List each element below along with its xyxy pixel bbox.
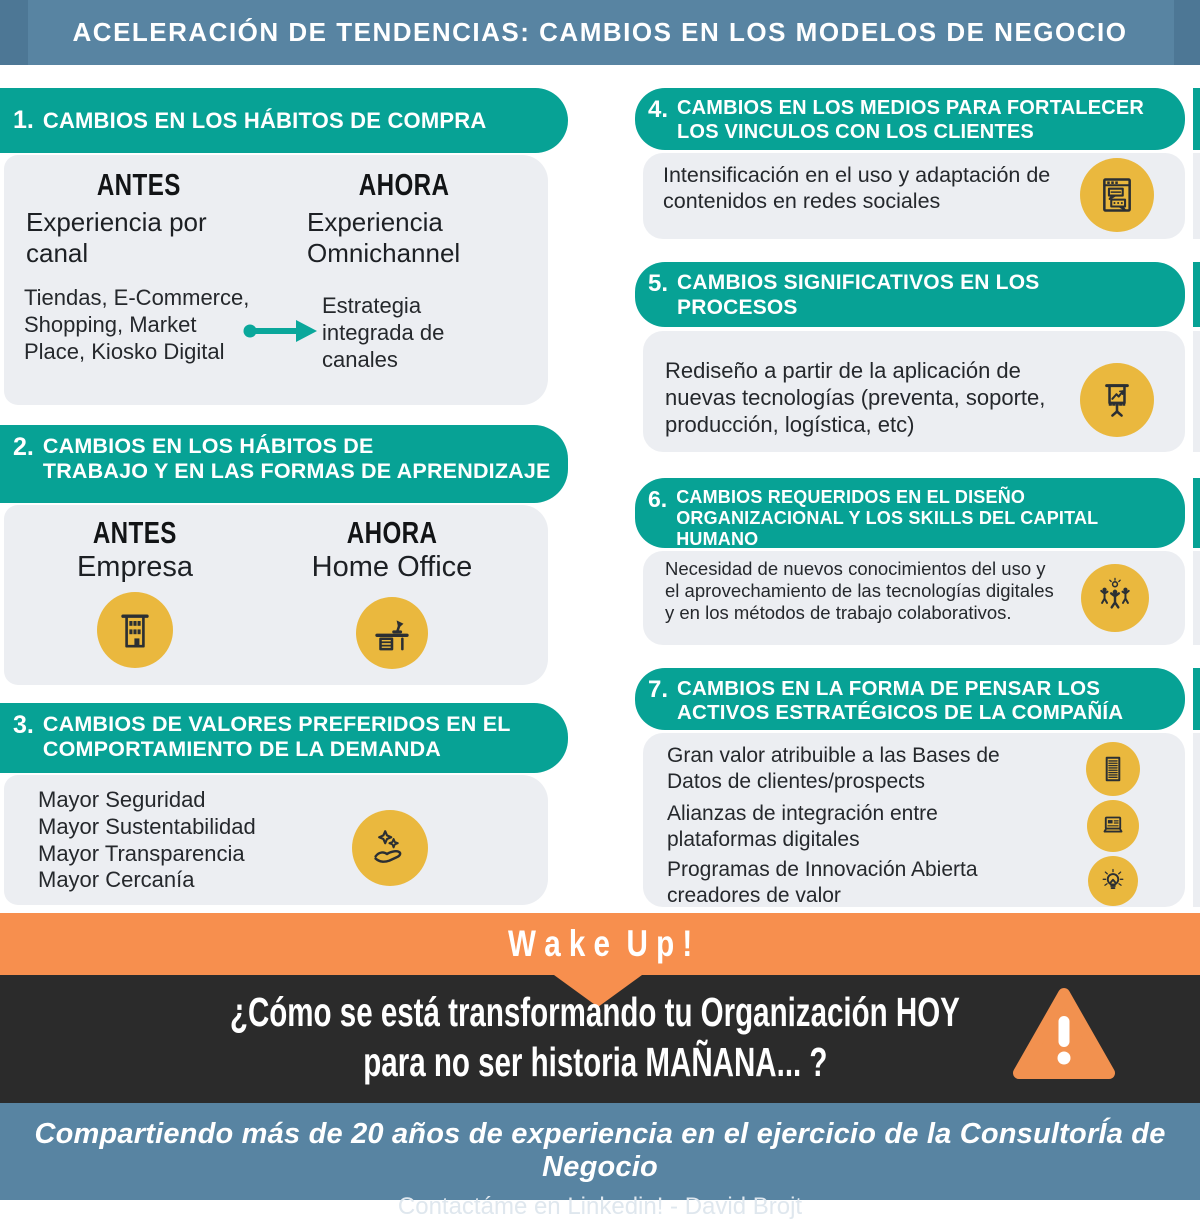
section-4-body <box>643 153 1185 239</box>
section-4-title-line2: LOS VINCULOS CON LOS CLIENTES <box>677 120 1034 143</box>
section-1-body <box>4 155 548 405</box>
header-right-edge <box>1174 0 1200 65</box>
before-value: Empresa <box>76 551 194 583</box>
lightbulb-icon <box>1088 856 1138 906</box>
section-6-text: Necesidad de nuevos conocimientos del uso y el aprovechamiento de las tecnologías digitales y en los métodos de trabajo colaborativos. <box>665 558 1054 623</box>
edge-crop-teal <box>1193 262 1200 327</box>
section-3-number: 3. <box>13 711 34 739</box>
warning-triangle-icon <box>1012 986 1116 1080</box>
section-5-title-line1: CAMBIOS SIGNIFICATIVOS EN LOS <box>677 271 1040 294</box>
section-7-title-line1: CAMBIOS EN LA FORMA DE PENSAR LOS <box>677 677 1101 700</box>
after-value: Experiencia Omnichannel <box>307 207 461 268</box>
header-left-edge <box>0 0 28 65</box>
section-3-title-line2: COMPORTAMIENTO DE LA DEMANDA <box>42 737 442 762</box>
section-1-number: 1. <box>13 106 34 135</box>
after-label-wrap <box>287 515 497 551</box>
edge-crop-teal <box>1193 668 1200 730</box>
section-2-header <box>0 425 568 503</box>
section-7-header <box>635 668 1185 730</box>
section-6-number: 6. <box>648 486 668 512</box>
after-detail: Estrategia integrada de canales <box>322 293 445 372</box>
section-3-header <box>0 703 568 773</box>
values-list <box>38 787 338 894</box>
question-line1: ¿Cómo se está transformando tu Organización HOY <box>230 989 960 1035</box>
section-5-number: 5. <box>648 270 669 297</box>
section-2-number: 2. <box>13 433 34 461</box>
section-4-header <box>635 88 1185 150</box>
document-icon <box>1086 742 1140 796</box>
edge-crop-gray <box>1193 331 1200 452</box>
before-label-wrap <box>30 515 240 551</box>
section-3-title-line1: CAMBIOS DE VALORES PREFERIDOS EN EL <box>42 712 511 736</box>
before-label-wrap <box>34 167 244 203</box>
before-value: Experiencia por canal <box>26 207 207 268</box>
list-item: Mayor Sustentabilidad <box>38 813 256 839</box>
presentation-chart-icon <box>1080 363 1154 437</box>
before-detail: Tiendas, E-Commerce, Shopping, Market Place, Kiosko Digital <box>24 285 250 364</box>
section-6-header <box>635 478 1185 548</box>
laptop-icon <box>1087 800 1139 852</box>
before-label: ANTES <box>93 515 177 550</box>
list-item: Programas de Innovación Abierta creadores de valor <box>667 858 978 907</box>
footer <box>0 1103 1200 1220</box>
list-item: Gran valor atribuible a las Bases de Datos de clientes/prospects <box>667 744 1000 793</box>
edge-crop-gray <box>1193 551 1200 645</box>
after-label: AHORA <box>346 515 438 550</box>
wake-up-label: W a k e U p ! <box>507 923 693 964</box>
section-5-title-line2: PROCESOS <box>677 295 798 319</box>
collaboration-icon <box>1081 564 1149 632</box>
section-4-title-line1: CAMBIOS EN LOS MEDIOS PARA FORTALECER <box>677 97 1145 119</box>
question-line2: para no ser historia MAÑANA... ? <box>362 1039 828 1086</box>
section-6-title-line3: HUMANO <box>676 529 759 550</box>
list-item: Mayor Cercanía <box>38 867 195 893</box>
before-label: ANTES <box>97 167 181 202</box>
footer-contact: Contactáme en Linkedin! - David Brojt <box>397 1193 803 1220</box>
section-6-title-line2: ORGANIZACIONAL Y LOS SKILLS DEL CAPITAL <box>676 508 1099 529</box>
list-item: Mayor Seguridad <box>38 787 206 812</box>
desk-lamp-icon <box>356 597 428 669</box>
section-5-text: Rediseño a partir de la aplicación de nuevas tecnologías (preventa, soporte, producción, logística, etc) <box>665 358 1046 437</box>
after-label-wrap <box>299 167 509 203</box>
list-item: Mayor Transparencia <box>38 840 245 866</box>
after-label: AHORA <box>358 167 450 202</box>
footer-tagline: Compartiendo más de 20 años de experiencia en el ejercicio de la ConsultorÍa de Negocio <box>34 1118 1166 1183</box>
section-6-body <box>643 551 1185 645</box>
section-7-number: 7. <box>648 676 669 703</box>
page-title: ACELERACIÓN DE TENDENCIAS: CAMBIOS EN LOS MODELOS DE NEGOCIO <box>72 17 1128 47</box>
building-icon <box>97 592 173 668</box>
section-6-title-line1: CAMBIOS REQUERIDOS EN EL DISEÑO <box>676 487 1026 507</box>
section-1-title: CAMBIOS EN LOS HÁBITOS DE COMPRA <box>42 107 487 133</box>
after-value: Home Office <box>311 551 473 583</box>
section-1-header <box>0 88 568 153</box>
page-header <box>0 0 1200 65</box>
edge-crop-teal <box>1193 88 1200 150</box>
section-4-number: 4. <box>648 96 669 123</box>
section-2-title-line2: TRABAJO Y EN LAS FORMAS DE APRENDIZAJE <box>42 459 551 484</box>
section-3-body <box>4 775 548 905</box>
list-item: Alianzas de integración entre plataformas digitales <box>667 802 938 851</box>
section-4-text: Intensificación en el uso y adaptación de contenidos en redes sociales <box>663 163 1051 214</box>
section-7-body <box>643 733 1185 907</box>
edge-crop-gray <box>1193 733 1200 907</box>
section-2-body <box>4 505 548 685</box>
hand-stars-icon <box>352 810 428 886</box>
arrow-right-icon <box>242 318 318 344</box>
social-content-icon <box>1080 158 1154 232</box>
section-7-title-line2: ACTIVOS ESTRATÉGICOS DE LA COMPAÑÍA <box>677 701 1124 725</box>
section-5-header <box>635 262 1185 327</box>
edge-crop-gray <box>1193 153 1200 239</box>
section-2-title-line1: CAMBIOS EN LOS HÁBITOS DE <box>42 434 374 458</box>
wake-up-banner <box>0 913 1200 975</box>
section-5-body <box>643 331 1185 452</box>
edge-crop-teal <box>1193 478 1200 548</box>
